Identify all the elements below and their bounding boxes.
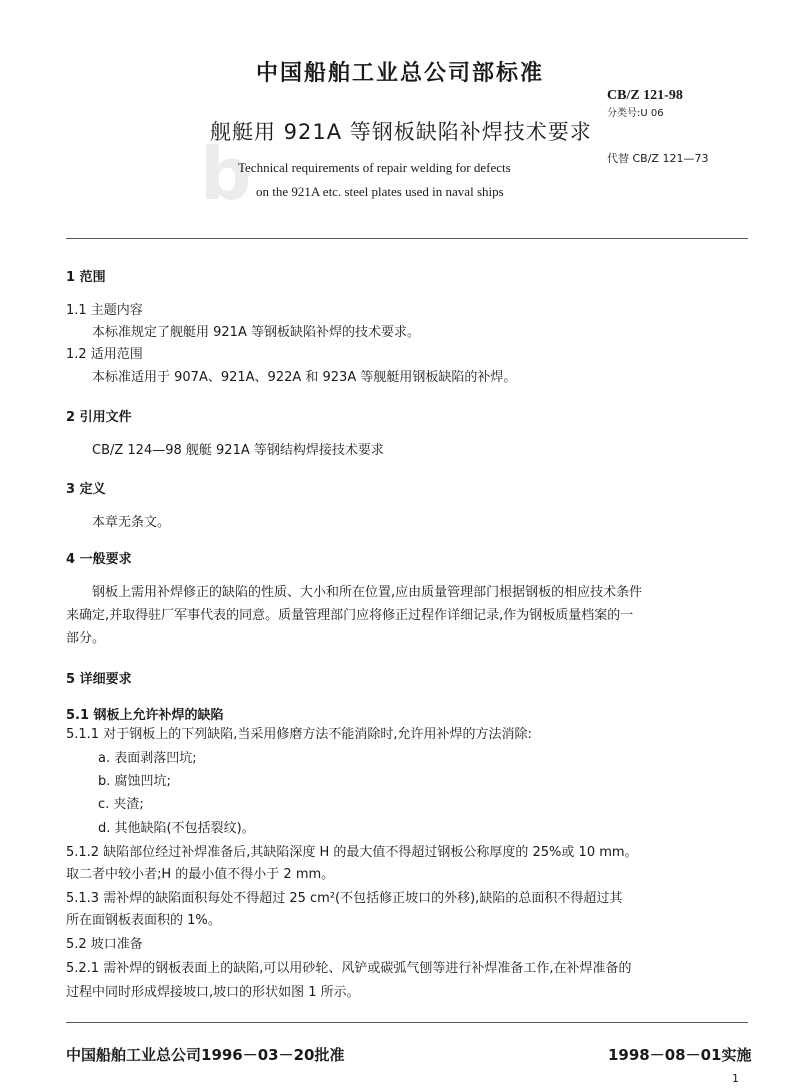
section-4-line1: 钢板上需用补焊修正的缺陷的性质、大小和所在位置,应由质量管理部门根据钢板的相应技术条件 [92, 585, 643, 600]
list-item: a. 表面剥落凹坑; [98, 751, 197, 766]
section-4-line3: 部分。 [66, 631, 106, 646]
approval-date: 中国船舶工业总公司1996－03－20批准 [66, 1046, 345, 1064]
section-5-1-3-line1: 5.1.3 需补焊的缺陷面积每处不得超过 25 cm²(不包括修正坡口的外移),缺陷的总面积不得超过其 [66, 891, 623, 906]
section-3-text: 本章无条文。 [92, 515, 171, 530]
section-5-1-heading: 5.1 钢板上允许补焊的缺陷 [66, 708, 224, 723]
section-5-1-3-line2: 所在面钢板表面积的 1%。 [66, 913, 221, 928]
section-4-heading: 4 一般要求 [66, 552, 132, 567]
section-1-2-heading: 1.2 适用范围 [66, 347, 143, 362]
watermark: b [200, 132, 256, 216]
section-5-1-2-line2: 取二者中较小者;H 的最小值不得小于 2 mm。 [66, 867, 335, 882]
section-2-reference: CB/Z 124—98 舰艇 921A 等钢结构焊接技术要求 [92, 443, 384, 458]
section-5-2-heading: 5.2 坡口准备 [66, 937, 143, 952]
replaces-standard: 代替 CB/Z 121—73 [607, 152, 709, 165]
footer-divider [66, 1022, 748, 1023]
section-3-heading: 3 定义 [66, 482, 106, 497]
section-1-1-heading: 1.1 主题内容 [66, 303, 143, 318]
effective-date: 1998－08－01实施 [608, 1046, 752, 1064]
section-4-line2: 来确定,并取得驻厂军事代表的同意。质量管理部门应将修正过程作详细记录,作为钢板质量档案的一 [66, 608, 634, 623]
english-title-line1: Technical requirements of repair welding for defects [238, 160, 511, 175]
page-number: 1 [732, 1072, 739, 1085]
document-title: 舰艇用 921A 等钢板缺陷补焊技术要求 [210, 120, 592, 144]
section-1-heading: 1 范围 [66, 270, 106, 285]
section-5-1-2-line1: 5.1.2 缺陷部位经过补焊准备后,其缺陷深度 H 的最大值不得超过钢板公称厚度的 25%或 10 mm。 [66, 845, 638, 860]
section-1-1-text: 本标准规定了舰艇用 921A 等钢板缺陷补焊的技术要求。 [92, 325, 420, 340]
section-1-2-text: 本标准适用于 907A、921A、922A 和 923A 等舰艇用钢板缺陷的补焊。 [92, 370, 517, 385]
section-5-2-1-line1: 5.2.1 需补焊的钢板表面上的缺陷,可以用砂轮、风铲或碳弧气刨等进行补焊准备工作,在补焊准备的 [66, 961, 632, 976]
standard-code: CB/Z 121-98 [607, 88, 683, 103]
list-item: d. 其他缺陷(不包括裂纹)。 [98, 821, 255, 836]
list-item: b. 腐蚀凹坑; [98, 774, 171, 789]
issuing-organization: 中国船舶工业总公司部标准 [255, 61, 544, 86]
header-divider [66, 238, 748, 239]
english-title-line2: on the 921A etc. steel plates used in naval ships [256, 184, 504, 199]
section-5-1-1-text: 5.1.1 对于钢板上的下列缺陷,当采用修磨方法不能消除时,允许用补焊的方法消除: [66, 727, 532, 742]
list-item: c. 夹渣; [98, 797, 144, 812]
section-5-2-1-line2: 过程中同时形成焊接坡口,坡口的形状如图 1 所示。 [66, 985, 360, 1000]
section-2-heading: 2 引用文件 [66, 410, 132, 425]
classification-number: 分类号:U 06 [607, 108, 664, 119]
section-5-heading: 5 详细要求 [66, 672, 132, 687]
